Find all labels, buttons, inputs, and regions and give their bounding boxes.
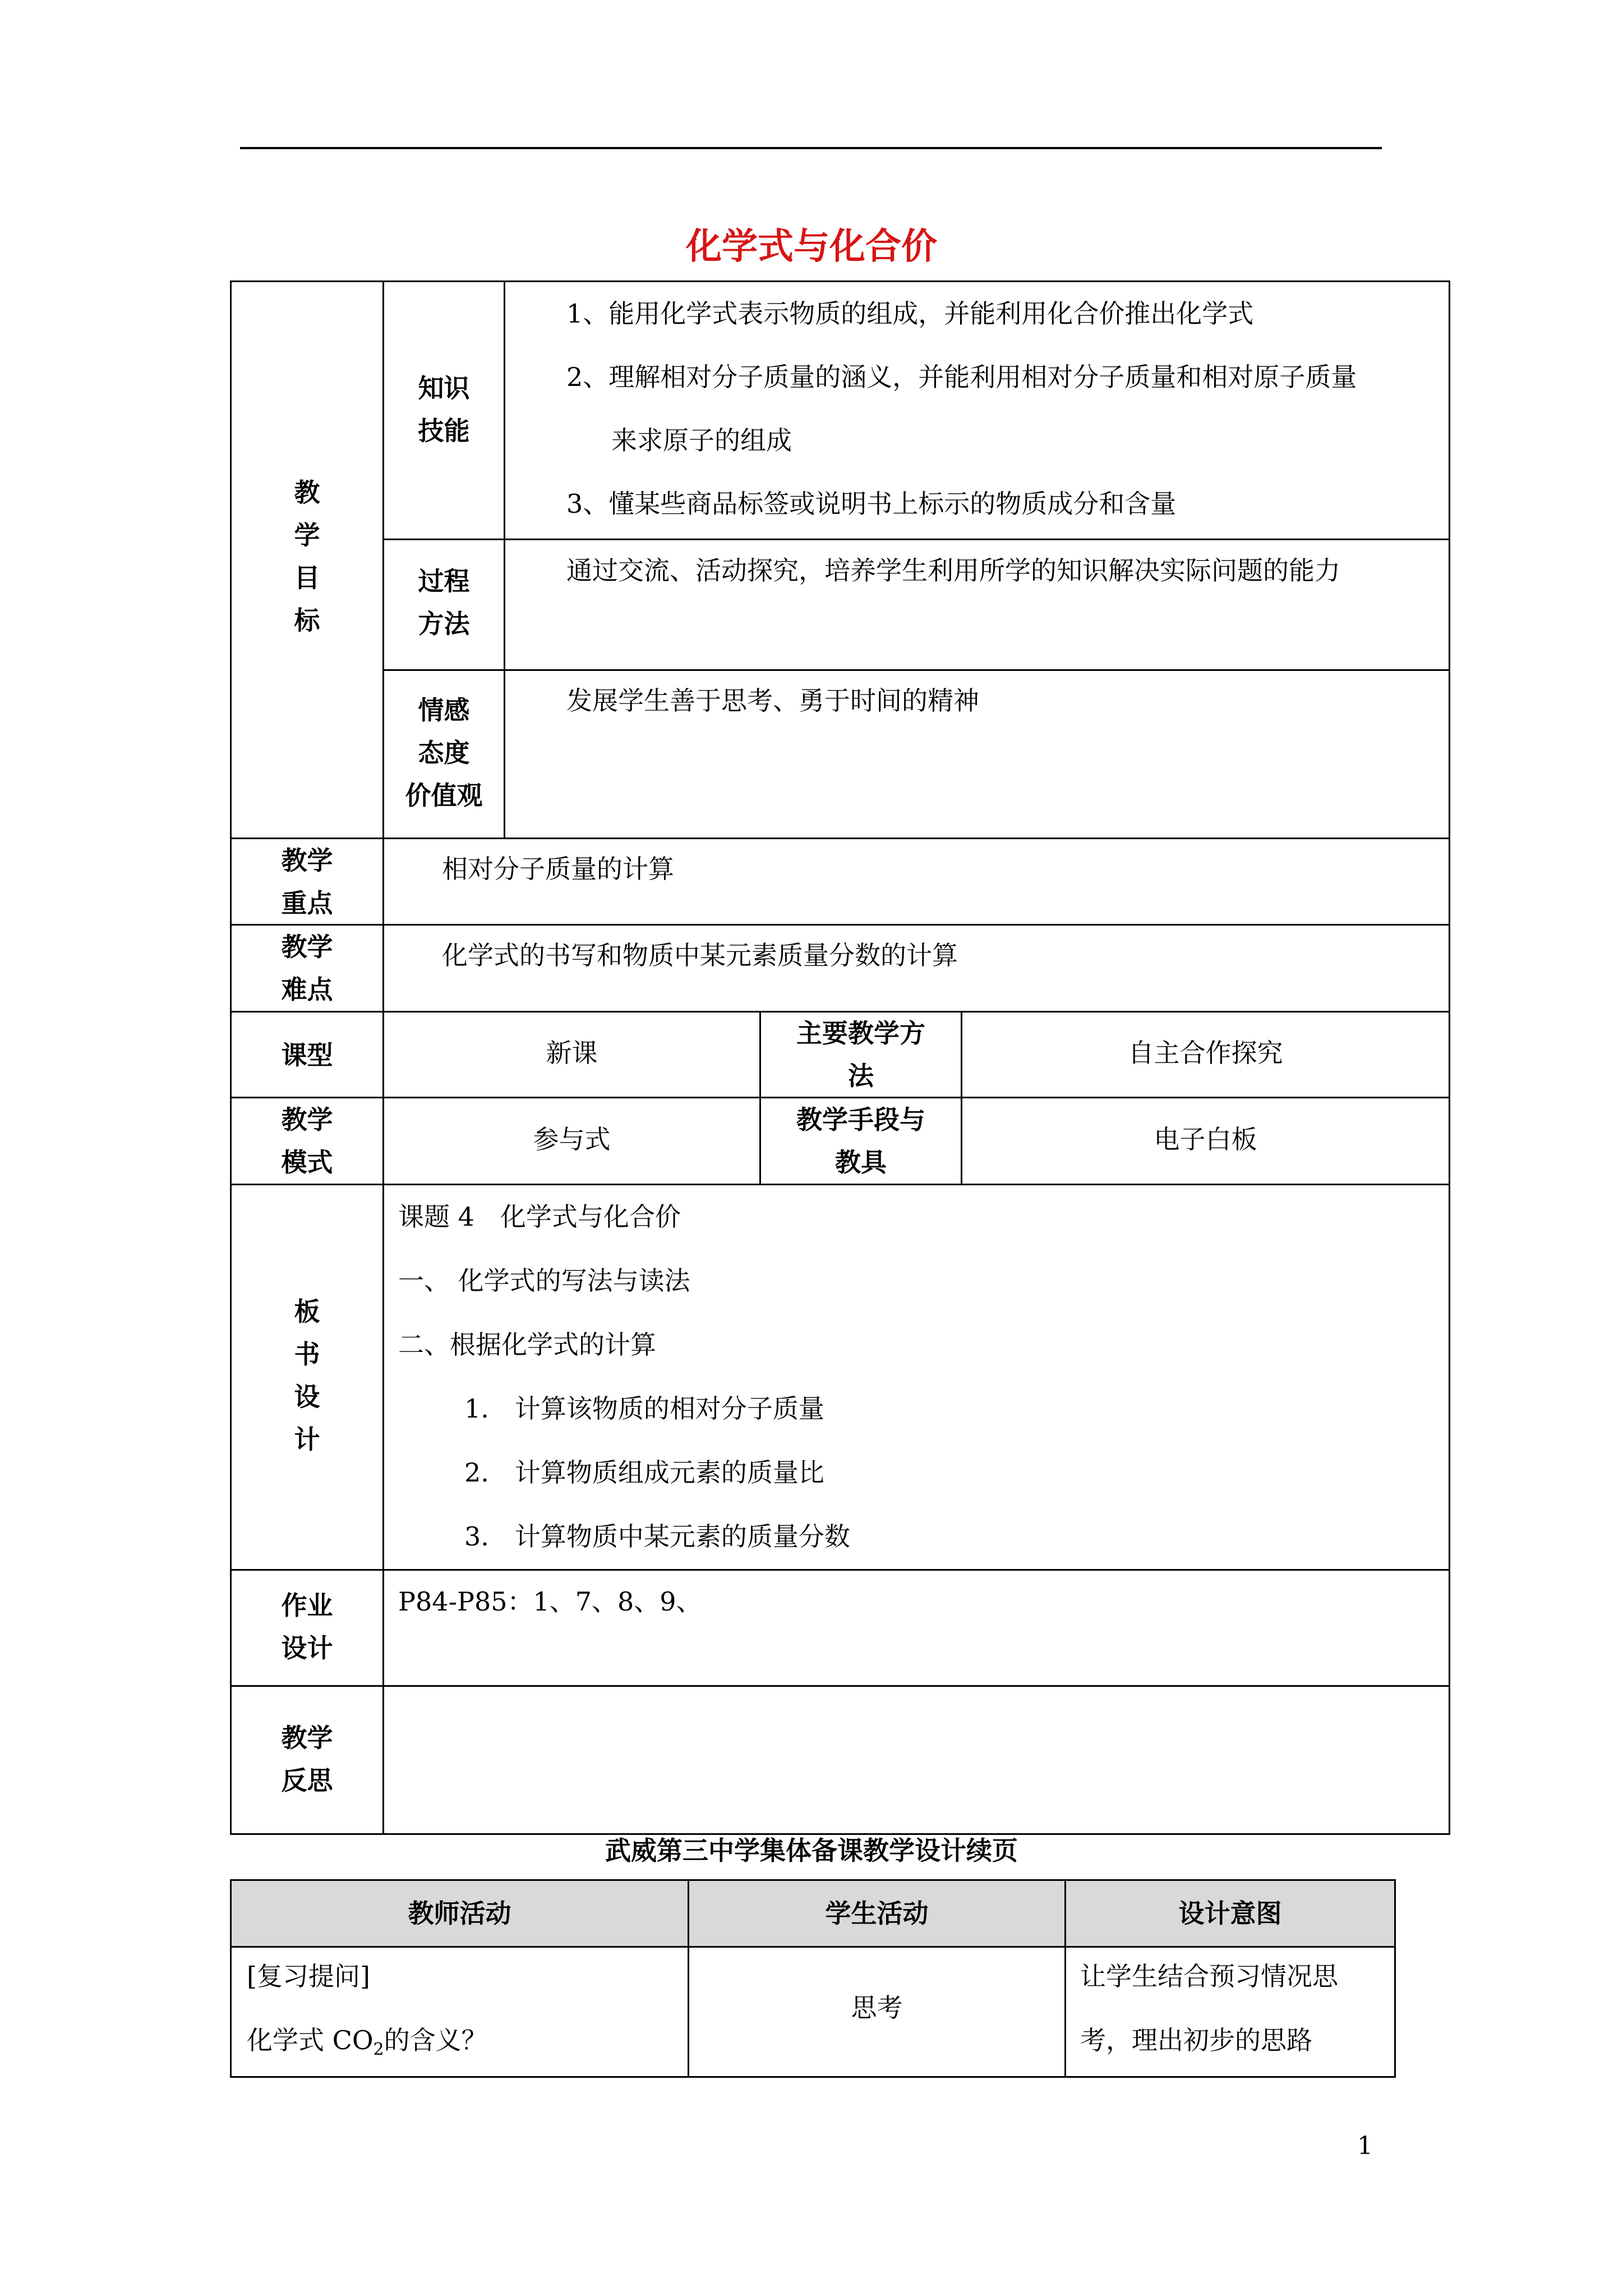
knowledge-item: 来求原子的组成 [611,425,792,455]
knowledge-item: 2、理解相对分子质量的涵义，并能利用相对分子质量和相对原子质量 [566,362,1357,392]
table-border-bottom [230,1833,1450,1835]
label-line: 教学 [281,1723,333,1753]
label-line: 技能 [418,416,470,446]
label-line: 态度 [418,738,470,768]
label-line: 主要教学方 [796,1018,925,1048]
row-divider [230,1685,1450,1687]
teaching-mode-value: 参与式 [533,1124,611,1154]
label-line: 情感 [418,695,470,725]
homework-label [232,1584,382,1669]
formula-text: 化学式 CO [247,2025,374,2055]
label-line: 模式 [281,1147,333,1177]
label-line: 价值观 [405,780,483,811]
label-line: 知识 [418,373,470,403]
header-rule [240,147,1382,149]
label-line: 作业 [281,1590,333,1621]
key-point-text: 相对分子质量的计算 [442,854,674,884]
label-line: 计 [294,1424,320,1455]
label-line: 教学 [281,1105,333,1135]
row-divider [382,539,1450,540]
row-divider [230,1569,1450,1571]
difficulty-label [232,926,382,1011]
row-divider [230,924,1450,926]
table-border-top [230,1879,1396,1881]
knowledge-label [384,367,504,452]
table-border-bottom [230,2076,1396,2078]
formula-subscript: 2 [373,2040,384,2060]
student-activity: 思考 [851,1993,903,2023]
table-border-right [1449,280,1450,1835]
board-line: 课题 4 化学式与化合价 [398,1202,681,1232]
column-divider [504,280,505,839]
label-line: 重点 [281,888,333,918]
label-line: 教具 [835,1147,887,1177]
difficulty-text: 化学式的书写和物质中某元素质量分数的计算 [442,940,958,970]
row-divider [230,1184,1450,1185]
column-header-student: 学生活动 [825,1898,929,1929]
tools-label [761,1098,961,1184]
goals-label-char: 学 [294,520,320,550]
label-line: 法 [848,1061,874,1091]
goals-label-char: 标 [294,605,320,636]
label-line: 教学手段与 [796,1105,925,1135]
column-divider [961,1011,962,1184]
goals-label [232,471,382,642]
table-border-top [230,280,1450,282]
teaching-mode-label [232,1098,382,1184]
label-line: 反思 [281,1765,333,1796]
teacher-activity-line: [复习提问] [247,1961,370,1991]
label-line: 教学 [281,845,333,876]
method-value: 自主合作探究 [1128,1038,1283,1068]
column-header-teacher: 教师活动 [408,1898,511,1929]
intent-line: 让学生结合预习情况思 [1080,1961,1338,1991]
board-line: 一、 化学式的写法与读法 [398,1266,690,1296]
label-line: 板 [294,1296,320,1327]
label-line: 书 [294,1339,320,1369]
goals-label-char: 教 [294,477,320,508]
question-text: 的含义？ [384,2025,487,2055]
board-line: 1. 计算该物质的相对分子质量 [464,1393,824,1424]
label-line: 方法 [418,609,470,639]
page-title: 化学式与化合价 [686,226,937,268]
knowledge-item: 3、懂某些商品标签或说明书上标示的物质成分和含量 [566,489,1177,519]
process-label [384,560,504,645]
board-line: 2. 计算物质组成元素的质量比 [464,1457,824,1488]
continuation-heading: 武威第三中学集体备课教学设计续页 [605,1835,1018,1866]
row-divider [230,838,1450,839]
board-line: 3. 计算物质中某元素的质量分数 [464,1521,850,1552]
lesson-type-value: 新课 [546,1038,598,1068]
table-border-right [1394,1879,1396,2078]
process-text: 通过交流、活动探究，培养学生利用所学的知识解决实际问题的能力 [566,555,1340,586]
page-number: 1 [1357,2132,1373,2160]
label-line: 设计 [281,1633,333,1663]
label-line: 教学 [281,932,333,962]
column-header-intent: 设计意图 [1178,1898,1282,1929]
label-line: 设 [294,1382,320,1412]
method-label [761,1012,961,1097]
teacher-activity-line [247,2025,487,2060]
board-design-label [232,1290,382,1461]
label-line: 过程 [418,566,470,596]
row-divider [382,669,1450,671]
goals-label-char: 目 [294,563,320,593]
label-line: 难点 [281,974,333,1005]
lesson-type-label: 课型 [281,1040,333,1070]
intent-line: 考，理出初步的思路 [1080,2025,1312,2055]
board-line: 二、根据化学式的计算 [398,1329,656,1360]
emotion-label [384,689,504,817]
reflection-label [232,1717,382,1802]
key-point-label [232,839,382,924]
tools-value: 电子白板 [1154,1124,1257,1154]
emotion-text: 发展学生善于思考、勇于时间的精神 [566,685,979,716]
knowledge-item: 1、能用化学式表示物质的组成，并能利用化合价推出化学式 [566,298,1254,329]
homework-text: P84-P85：1、7、8、9、 [398,1586,702,1617]
header-divider [230,1946,1396,1948]
